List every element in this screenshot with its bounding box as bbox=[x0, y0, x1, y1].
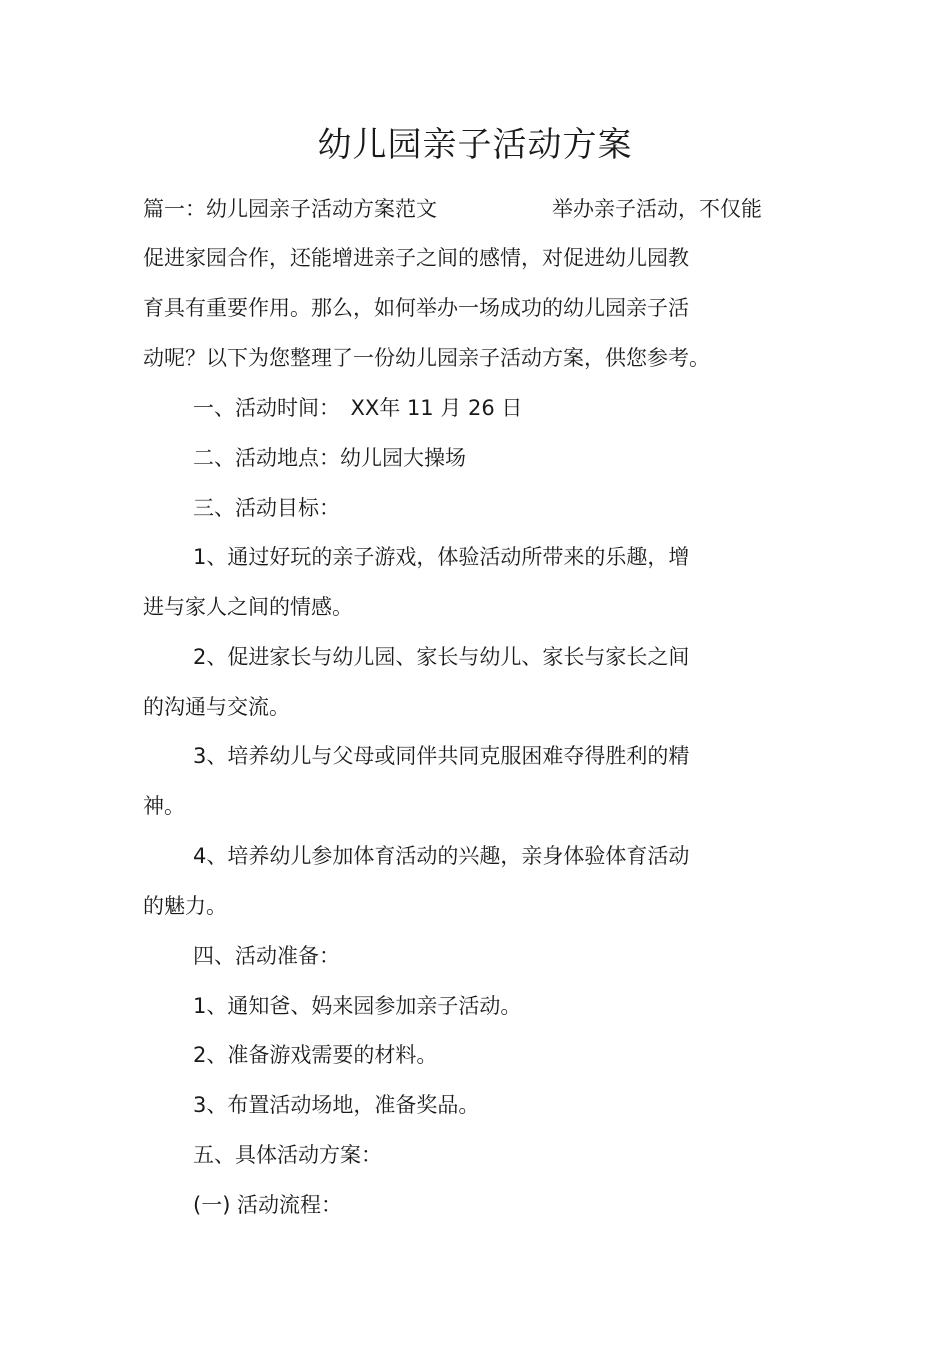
prep-item-2: 2、准备游戏需要的材料。 bbox=[193, 1043, 438, 1067]
goal-1-line-2: 进与家人之间的情感。 bbox=[143, 595, 353, 619]
goal-2-line-2: 的沟通与交流。 bbox=[143, 695, 290, 719]
activity-location: 二、活动地点：幼儿园大操场 bbox=[193, 446, 466, 470]
goal-4-line-1: 4、培养幼儿参加体育活动的兴趣，亲身体验体育活动 bbox=[193, 844, 690, 868]
prep-item-1: 1、通知爸、妈来园参加亲子活动。 bbox=[193, 994, 522, 1018]
intro-line-1: 举办亲子活动，不仅能 bbox=[552, 197, 762, 221]
goal-3-line-1: 3、培养幼儿与父母或同伴共同克服困难夺得胜利的精 bbox=[193, 744, 690, 768]
plan-heading: 五、具体活动方案： bbox=[193, 1143, 382, 1167]
goal-1-line-1: 1、通过好玩的亲子游戏，体验活动所带来的乐趣，增 bbox=[193, 545, 690, 569]
intro-line-2: 促进家园合作，还能增进亲子之间的感情，对促进幼儿园教 bbox=[143, 246, 689, 270]
intro-heading: 篇一：幼儿园亲子活动方案范文 bbox=[143, 197, 437, 221]
intro-line-4: 动呢？以下为您整理了一份幼儿园亲子活动方案，供您参考。 bbox=[143, 346, 710, 370]
goal-3-line-2: 神。 bbox=[143, 794, 185, 818]
activity-time: 一、活动时间： XX年 11 月 26 日 bbox=[193, 396, 523, 420]
intro-line-3: 育具有重要作用。那么，如何举办一场成功的幼儿园亲子活 bbox=[143, 296, 689, 320]
plan-flow-heading: (一) 活动流程： bbox=[193, 1193, 343, 1217]
goal-4-line-2: 的魅力。 bbox=[143, 894, 227, 918]
goal-2-line-1: 2、促进家长与幼儿园、家长与幼儿、家长与家长之间 bbox=[193, 645, 690, 669]
prep-heading: 四、活动准备： bbox=[193, 944, 340, 968]
page-title: 幼儿园亲子活动方案 bbox=[317, 125, 633, 165]
goals-heading: 三、活动目标： bbox=[193, 496, 340, 520]
prep-item-3: 3、布置活动场地，准备奖品。 bbox=[193, 1093, 480, 1117]
